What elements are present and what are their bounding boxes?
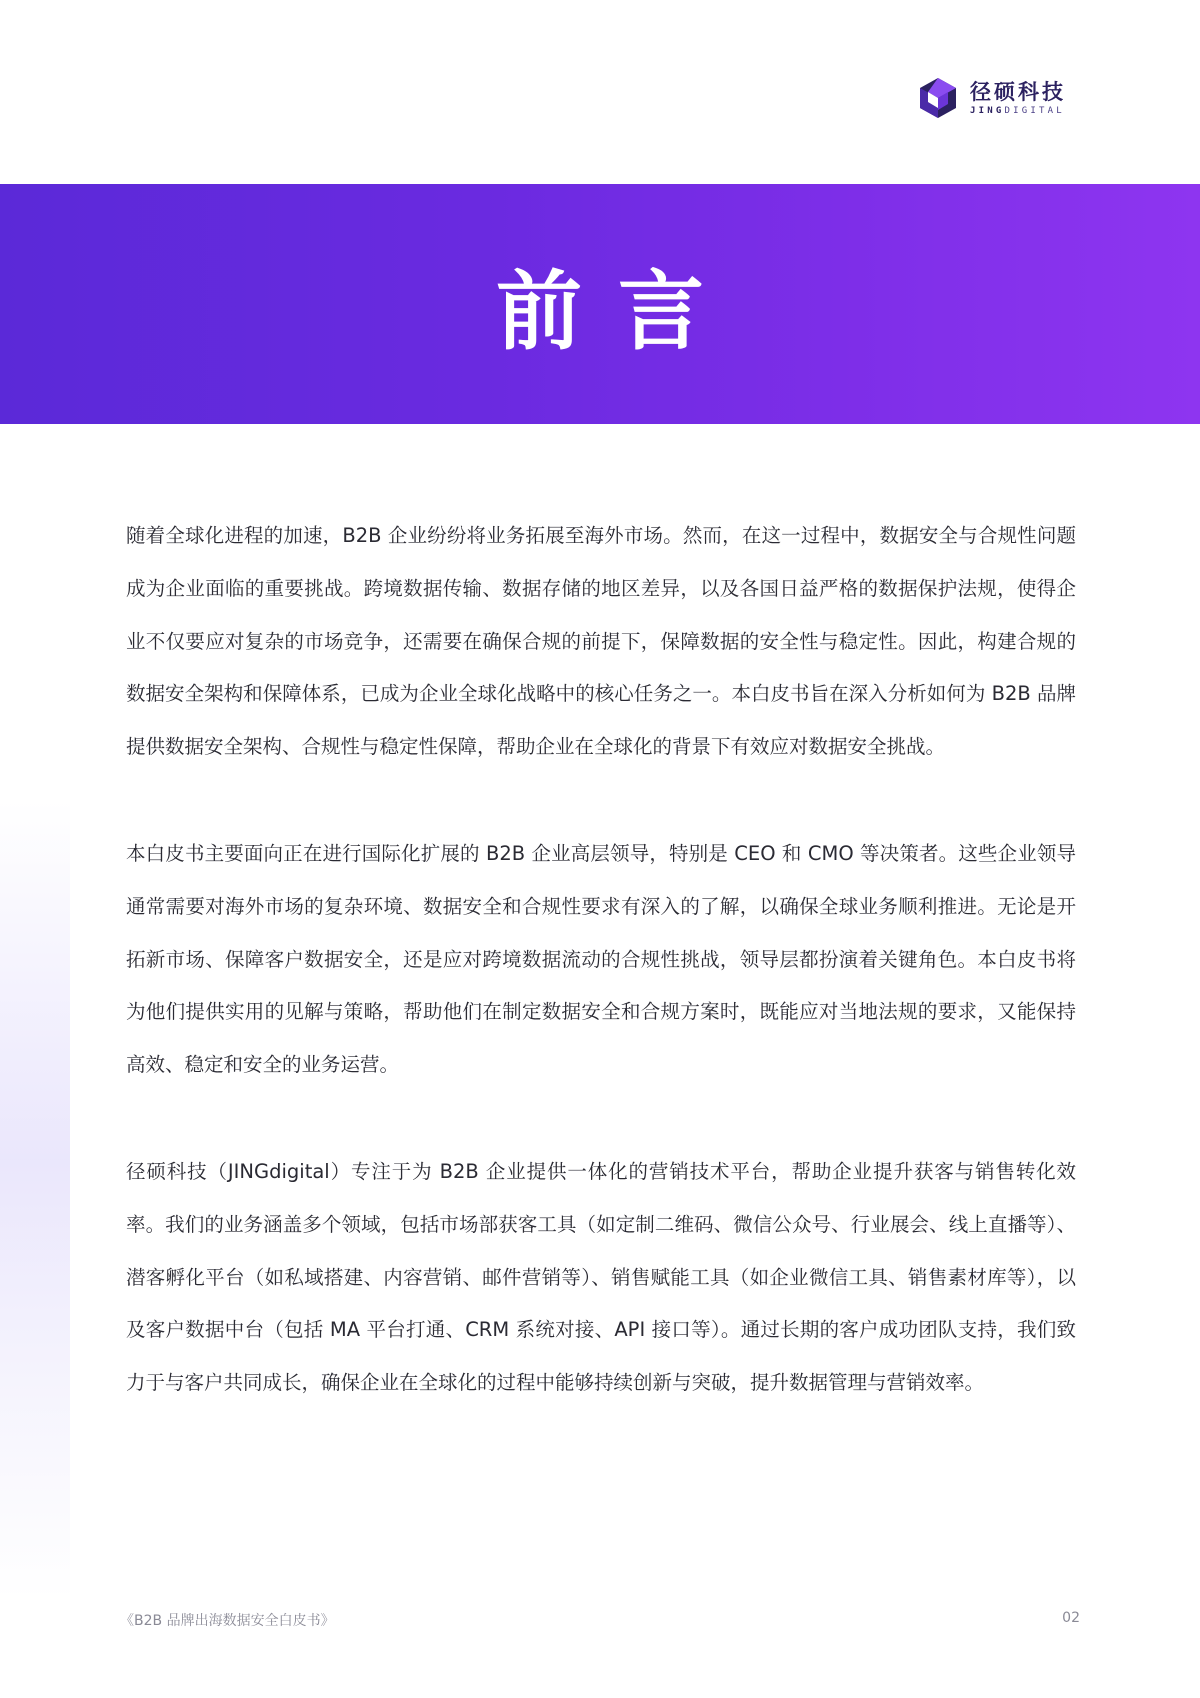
page-title: 前言 bbox=[496, 262, 740, 362]
paragraph-intro: 随着全球化进程的加速，B2B 企业纷纷将业务拓展至海外市场。然而，在这一过程中，数据安全与合规性问题成为企业面临的重要挑战。跨境数据传输、数据存储的地区差异，以及各国日益严格的数据保护法规，使得企业不仅要应对复杂的市场竞争，还需要在确保合规的前提下，保障数据的安全性与稳定性。因此，构建合规的数据安全架构和保障体系，已成为企业全球化战略中的核心任务之一。本白皮书旨在深入分析如何为 B2B 品牌提供数据安全架构、合规性与稳定性保障，帮助企业在全球化的背景下有效应对数据安全挑战。 bbox=[126, 524, 1076, 759]
logo-english-name: JINGDIGITAL bbox=[970, 106, 1065, 116]
preface-content bbox=[126, 510, 1076, 1464]
title-banner bbox=[0, 184, 1200, 424]
page-number: 02 bbox=[1062, 1610, 1080, 1626]
company-logo bbox=[916, 74, 1066, 122]
logo-chinese-name: 径硕科技 bbox=[970, 80, 1066, 104]
page-footer bbox=[120, 1610, 1080, 1630]
paragraph-company: 径硕科技（JINGdigital）专注于为 B2B 企业提供一体化的营销技术平台，帮助企业提升获客与销售转化效率。我们的业务涵盖多个领域，包括市场部获客工具（如定制二维码、微信公众号、行业展会、线上直播等）、潜客孵化平台（如私域搭建、内容营销、邮件营销等）、销售赋能工具（如企业微信工具、销售素材库等），以及客户数据中台（包括 MA 平台打通、CRM 系统对接、API 接口等）。通过长期的客户成功团队支持，我们致力于与客户共同成长，确保企业在全球化的过程中能够持续创新与突破，提升数据管理与营销效率。 bbox=[126, 1159, 1076, 1395]
footer-document-title: 《B2B 品牌出海数据安全白皮书》 bbox=[120, 1613, 335, 1629]
paragraph-audience: 本白皮书主要面向正在进行国际化扩展的 B2B 企业高层领导，特别是 CEO 和 CMO 等决策者。这些企业领导通常需要对海外市场的复杂环境、数据安全和合规性要求有深入的了解，以确保全球业务顺利推进。无论是开拓新市场、保障客户数据安全，还是应对跨境数据流动的合规性挑战，领导层都扮演着关键角色。本白皮书将为他们提供实用的见解与策略，帮助他们在制定数据安全和合规方案时，既能应对当地法规的要求，又能保持高效、稳定和安全的业务运营。 bbox=[126, 841, 1076, 1077]
side-decoration bbox=[0, 800, 70, 1600]
jingdigital-logo-icon bbox=[916, 74, 960, 122]
